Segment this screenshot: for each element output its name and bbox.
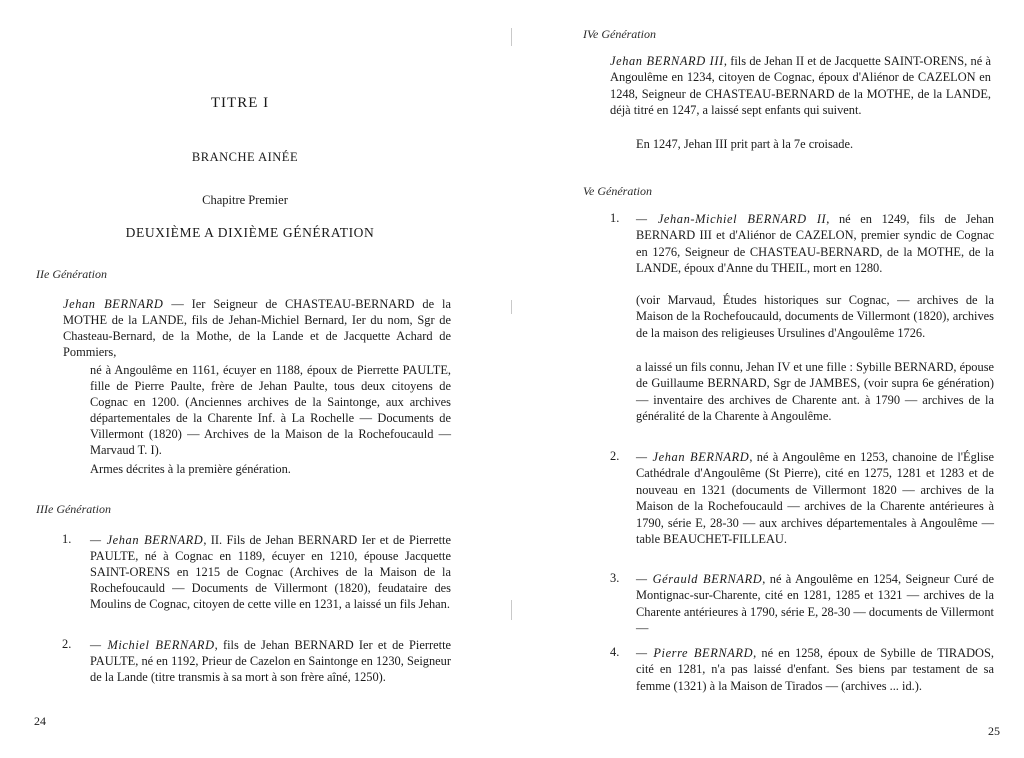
entry-number: 1. — [62, 532, 72, 546]
gen5-entry-1-children: a laissé un fils connu, Jehan IV et une fille : Sybille BERNARD, épouse de Guillaume BERNARD, Sgr de JAMBES, (voir supra 6e génération) — inventaire des archives de Charente ant. à 1790 — archives de la généralité de la Charente à Angoulême. — [636, 360, 995, 424]
entry-text: , fils de Jehan BERNARD Ier et de Pierrette PAULTE, né en 1192, Prieur de Cazelon en Saintonge en 1230, Seigneur de la Lande (titre transmis à sa mort à son frère aîné, 1250). — [90, 638, 452, 685]
gen5-entry-3 — [636, 571, 994, 637]
entry-number: 4. — [610, 645, 620, 659]
entry-number: 2. — [62, 637, 72, 651]
entry-text: , né à Angoulême en 1253, chanoine de l'Église Cathédrale d'Angoulême (St Pierre), cité en 1275, 1281 et 1283 et de nouveau en 1321 (documents de Villermont 1820 — archives de la Maison de la Rochefoucauld — archives de la Charente antérieures à 1790, série E, 28-30 — aux archives départementales à Angoulême — table BEAUCHET-FILLEAU. — [636, 450, 995, 547]
entry-number: 1. — [610, 211, 620, 225]
person-name: — Jehan BERNARD — [636, 450, 750, 464]
entry-text: , né à Angoulême en 1254, Seigneur Curé de Montignac-sur-Charente, cité en 1281, 1285 et 1321 — archives de la Charente antérieures à 1790, série E, 28-30 — documents de Villermont — — [636, 572, 994, 636]
generation-label: IIIe Génération — [36, 502, 111, 516]
entry-text: , II. Fils de Jehan BERNARD Ier et de Pierrette PAULTE, né à Cognac en 1189, écuyer en 1210, épouse Jacquette SAINT-ORENS en 1215 de Cognac (Archives de la Maison de la Rochefoucauld — Documents de Villermont (1820), feudataire des Moulins de Cognac, citoyen de cette ville en 1231, a laissé un fils Jehan. — [90, 533, 451, 612]
generation-label: Ve Génération — [583, 184, 652, 198]
gen2-paragraph-2: né à Angoulême en 1161, écuyer en 1188, époux de Pierrette PAULTE, fille de Pierre Paulte, frère de Jehan Paulte, tous deux citoyens de Cognac en 1200. (Anciennes archives de la Saintonge, aux archives départementales de la Charente Inf. à La Rochelle — Documents de Villermont (1820) — Archives de la Maison de la Rochefoucauld — Marvaud T. I). — [90, 363, 451, 458]
person-name: — Gérauld BERNARD — [636, 572, 763, 586]
entry-text: , né en 1249, fils de Jehan BERNARD III et d'Aliénor de CAZELON, premier syndic de Cognac en 1276, Seigneur de CHASTEAU-BERNARD, de la MOTHE, de la LANDE, époux d'Anne du THEIL, mort en 1280. — [636, 212, 994, 276]
page-number: 25 — [988, 724, 1000, 738]
titre-heading: TITRE I — [210, 95, 270, 111]
person-name: Jehan BERNARD — [63, 297, 164, 311]
section-heading: DEUXIÈME A DIXIÈME GÉNÉRATION — [125, 225, 375, 240]
gen5-entry-1 — [636, 211, 994, 277]
chapitre-heading: Chapitre Premier — [202, 193, 288, 207]
person-name: — Jehan-Michiel BERNARD II — [636, 212, 827, 226]
gen2-paragraph-3: Armes décrites à la première génération. — [90, 462, 291, 476]
person-name: Jehan BERNARD III — [610, 54, 724, 68]
gen2-paragraph-1 — [63, 296, 451, 360]
gen3-entry-2 — [90, 637, 451, 685]
branche-heading: BRANCHE AINÉE — [191, 150, 299, 164]
generation-label: IIe Génération — [36, 267, 107, 281]
gen5-entry-4 — [636, 645, 994, 694]
person-name: — Michiel BERNARD — [90, 638, 215, 652]
entry-text: , né en 1258, époux de Sybille de TIRADOS, cité en 1281, n'a pas laissé d'enfant. Ses biens par testament de sa femme (1321) à la Maison de Tirados — (archives ... id.). — [636, 646, 994, 693]
paragraph-text: , fils de Jehan II et de Jacquette SAINT-ORENS, né à Angoulême en 1234, citoyen de Cognac, époux d'Aliénor de CAZELON en 1248, Seigneur de CHASTEAU-BERNARD de la MOTHE, de la LANDE, déjà titré en 1247, a laissé sept enfants qui suivent. — [610, 54, 992, 118]
person-name: — Pierre BERNARD — [636, 646, 754, 660]
entry-number: 3. — [610, 571, 620, 585]
gen5-entry-2 — [636, 449, 994, 547]
person-name: — Jehan BERNARD — [90, 533, 204, 547]
entry-number: 2. — [610, 449, 620, 463]
paragraph-text: — Ier Seigneur de CHASTEAU-BERNARD de la MOTHE de la LANDE, fils de Jehan-Michiel Bernard, Ier du nom, Sgr de Chasteau-Bernard, de la Mothe, de la Lande et de Jacquette Achard de Pommiers, — [63, 297, 451, 360]
gen4-paragraph-2: En 1247, Jehan III prit part à la 7e croisade. — [636, 137, 854, 151]
right-page — [512, 0, 1024, 758]
generation-label: IVe Génération — [583, 27, 656, 41]
gen5-entry-1-sources: (voir Marvaud, Études historiques sur Cognac, — archives de la Maison de la Rochefoucauld, documents de Villermont (1820), archives de la maison des religieuses Ursulines d'Angoulême 1726. — [636, 293, 994, 340]
gen3-entry-1 — [90, 532, 451, 612]
page-number: 24 — [34, 714, 46, 728]
gen4-paragraph-1 — [610, 53, 991, 119]
